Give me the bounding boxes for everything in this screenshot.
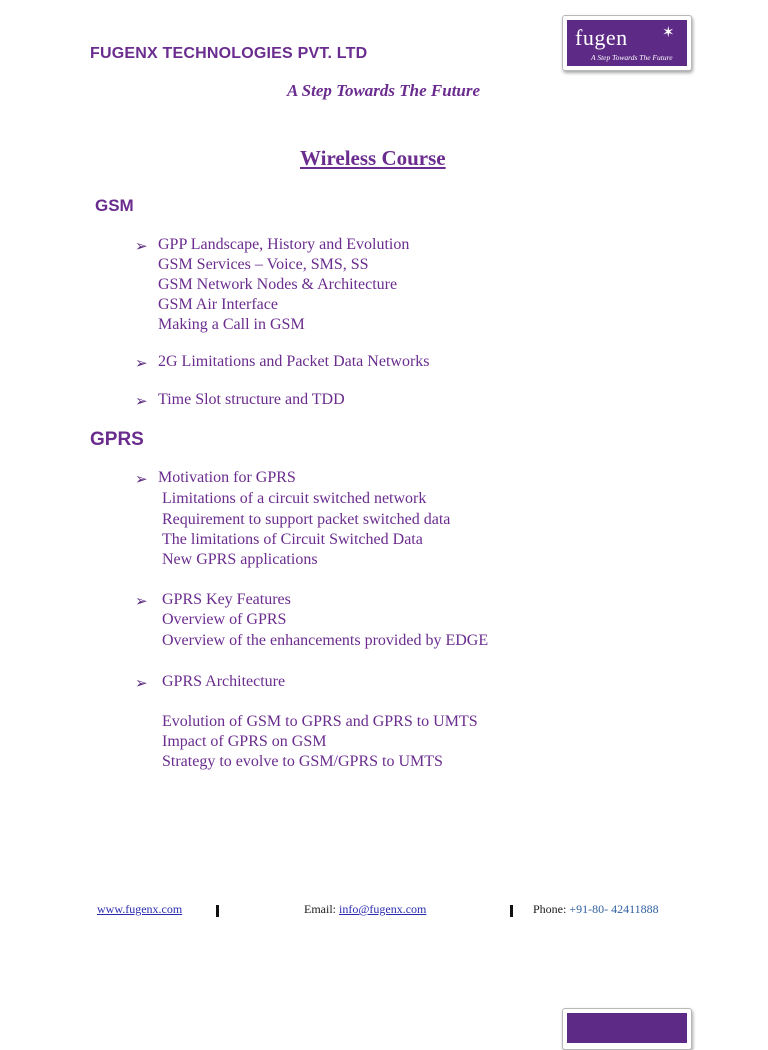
bullet-arrow-icon: ➢	[135, 394, 148, 410]
website-link[interactable]: www.fugenx.com	[97, 902, 183, 916]
list-item: Overview of GPRS	[162, 611, 287, 628]
logo-tagline: A Step Towards The Future	[591, 53, 673, 62]
list-item: GPRS Architecture	[162, 673, 286, 690]
list-item: New GPRS applications	[162, 551, 318, 568]
bullet-arrow-icon: ➢	[135, 356, 148, 372]
list-item: Time Slot structure and TDD	[158, 391, 345, 408]
list-item: GPP Landscape, History and Evolution	[158, 236, 410, 253]
next-page-logo	[562, 1008, 692, 1050]
list-item: Requirement to support packet switched data	[162, 511, 451, 528]
page-title: Wireless Course	[300, 146, 446, 170]
company-name: FUGENX TECHNOLOGIES PVT. LTD	[90, 45, 368, 62]
list-item: Motivation for GPRS	[158, 469, 296, 486]
section-heading-gsm: GSM	[95, 196, 134, 215]
section-heading-gprs: GPRS	[90, 429, 144, 450]
list-item: Strategy to evolve to GSM/GPRS to UMTS	[162, 753, 443, 770]
list-item: GSM Air Interface	[158, 296, 278, 313]
bullet-arrow-icon: ➢	[135, 239, 148, 255]
list-item: GPRS Key Features	[162, 591, 291, 608]
list-item: 2G Limitations and Packet Data Networks	[158, 353, 430, 370]
bullet-arrow-icon: ➢	[135, 594, 148, 610]
list-item: The limitations of Circuit Switched Data	[162, 531, 423, 548]
phone-number: +91-80- 42411888	[569, 902, 659, 916]
list-item: Making a Call in GSM	[158, 316, 305, 333]
logo-wordmark: fugen	[575, 25, 628, 50]
email-row	[304, 902, 426, 917]
email-label: Email:	[304, 902, 339, 916]
footer-separator	[510, 905, 513, 917]
logo-star-icon: ✶	[662, 25, 675, 41]
company-tagline: A Step Towards The Future	[287, 81, 481, 100]
phone-label: Phone:	[533, 902, 570, 916]
list-item: GSM Network Nodes & Architecture	[158, 276, 398, 293]
list-item: Evolution of GSM to GPRS and GPRS to UMTS	[162, 713, 478, 730]
fugenx-logo	[562, 15, 692, 71]
list-item: Limitations of a circuit switched network	[162, 490, 427, 507]
list-item: Impact of GPRS on GSM	[162, 733, 327, 750]
list-item: Overview of the enhancements provided by EDGE	[162, 632, 489, 649]
bullet-arrow-icon: ➢	[135, 676, 148, 692]
bullet-arrow-icon: ➢	[135, 472, 148, 488]
list-item: GSM Services – Voice, SMS, SS	[158, 256, 369, 273]
email-link[interactable]: info@fugenx.com	[339, 902, 427, 916]
footer-separator	[216, 905, 219, 917]
phone-row	[533, 902, 659, 917]
